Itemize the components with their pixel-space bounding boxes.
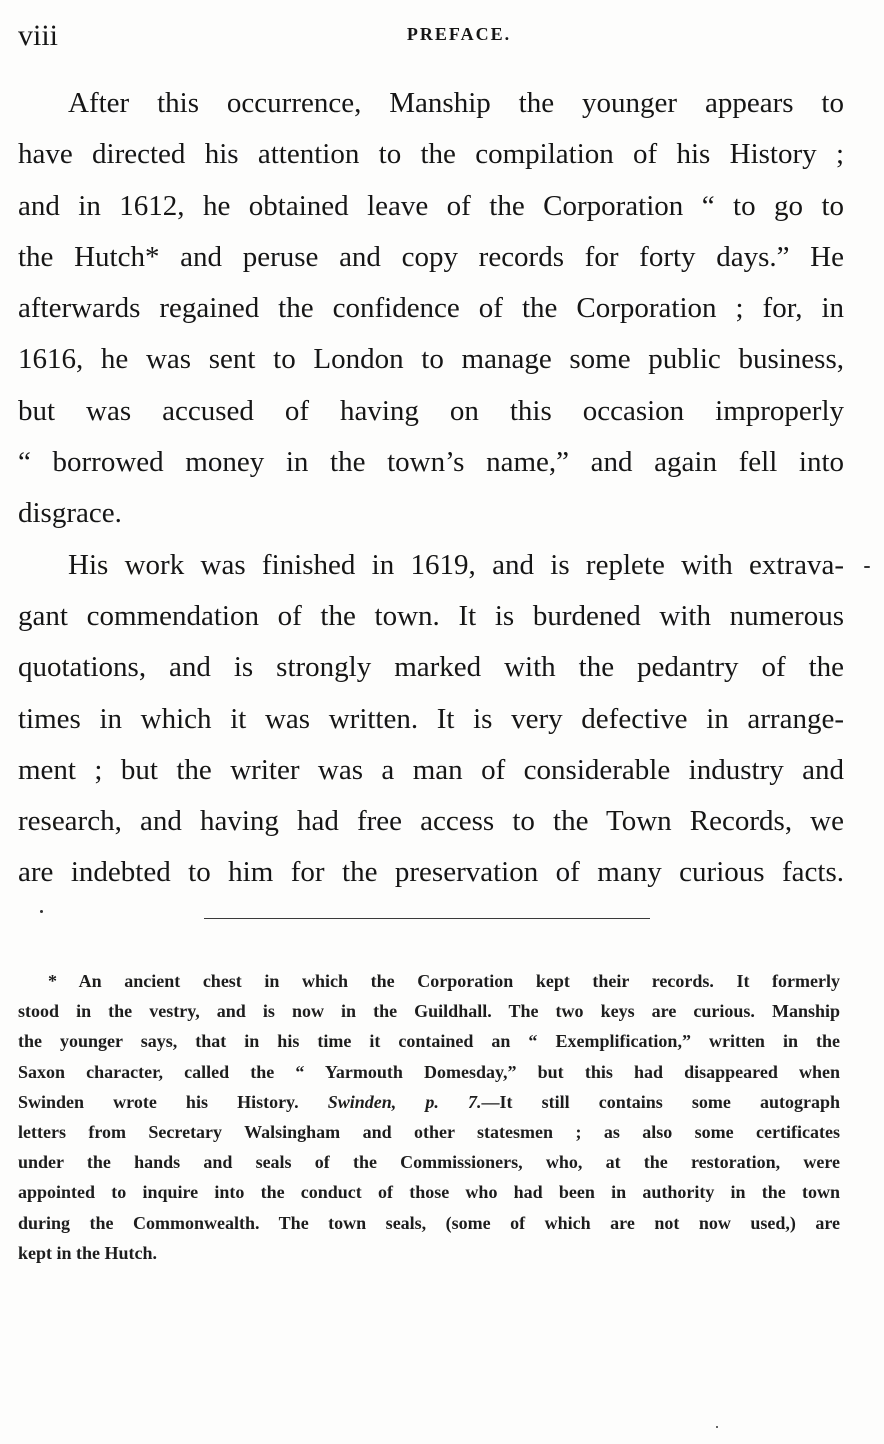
paragraph-1-line: afterwards regained the confidence of the Corporation ; for, in xyxy=(18,292,844,325)
paragraph-1-line: have directed his attention to the compilation of his History ; xyxy=(18,138,844,171)
running-title: PREFACE. xyxy=(406,24,512,44)
paragraph-1-line: the Hutch* and peruse and copy records for forty days.” He xyxy=(18,240,844,273)
footnote-citation: Swinden, p. 7. xyxy=(327,1091,482,1112)
footnote-text: —It still contains some autograph xyxy=(481,1091,840,1112)
paragraph-1-line: and in 1612, he obtained leave of the Corporation “ to go to xyxy=(18,189,844,222)
paragraph-1-line: disgrace. xyxy=(18,497,122,530)
footnote xyxy=(18,966,840,1268)
footnote-text: Swinden wrote his History. xyxy=(18,1091,299,1112)
body-text xyxy=(18,78,844,899)
footnote-line: under the hands and seals of the Commissioners, who, at the restoration, were xyxy=(18,1152,840,1173)
paragraph-1-line: but was accused of having on this occasion improperly xyxy=(18,394,844,427)
paragraph-1-line: 1616, he was sent to London to manage some public business, xyxy=(18,343,844,376)
paragraph-2-line: are indebted to him for the preservation of many curious facts. xyxy=(18,856,844,889)
footnote-line: stood in the vestry, and is now in the Guildhall. The two keys are curious. Manship xyxy=(18,1001,840,1022)
footnote-divider xyxy=(204,918,650,919)
paragraph-2-line: His work was finished in 1619, and is replete with extrava- xyxy=(68,548,844,581)
footnote-line: * An ancient chest in which the Corporation kept their records. It formerly xyxy=(48,971,840,991)
print-speck xyxy=(864,566,870,568)
paragraph-2-line: quotations, and is strongly marked with the pedantry of the xyxy=(18,651,844,684)
print-speck xyxy=(716,1426,718,1428)
footnote-line: during the Commonwealth. The town seals, (some of which are not now used,) are xyxy=(18,1212,840,1233)
page-number: viii xyxy=(18,19,59,52)
paragraph-2-line: research, and having had free access to the Town Records, we xyxy=(18,805,844,838)
running-head xyxy=(18,18,840,54)
paragraph-1-line: After this occurrence, Manship the younger appears to xyxy=(68,87,844,119)
print-speck xyxy=(40,910,43,913)
footnote-line: appointed to inquire into the conduct of those who had been in authority in the town xyxy=(18,1182,840,1203)
footnote-line: the younger says, that in his time it contained an “ Exemplification,” written in the xyxy=(18,1031,840,1052)
paragraph-1-line: “ borrowed money in the town’s name,” and again fell into xyxy=(18,446,844,479)
paragraph-2-line: ment ; but the writer was a man of considerable industry and xyxy=(18,753,844,786)
paragraph-2-line: gant commendation of the town. It is burdened with numerous xyxy=(18,599,844,632)
footnote-line-citation xyxy=(18,1087,840,1117)
paragraph-2-line: times in which it was written. It is very defective in arrange- xyxy=(18,702,844,735)
footnote-line: kept in the Hutch. xyxy=(18,1242,158,1263)
footnote-line: letters from Secretary Walsingham and other statesmen ; as also some certificates xyxy=(18,1121,840,1142)
footnote-line: Saxon character, called the “ Yarmouth Domesday,” but this had disappeared when xyxy=(18,1061,840,1082)
